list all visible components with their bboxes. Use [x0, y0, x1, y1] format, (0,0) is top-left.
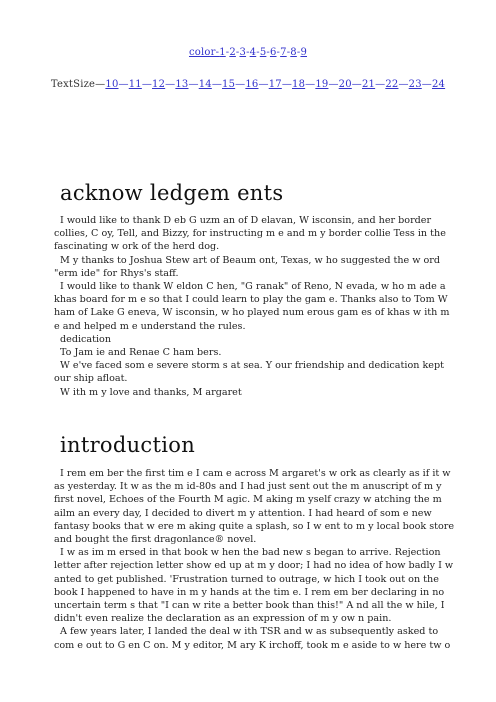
size-separator: — [351, 79, 362, 90]
text-size-label: TextSize— [50, 79, 106, 90]
size-option-24[interactable]: 24 [431, 79, 446, 90]
color-separator: - [225, 47, 230, 58]
color-option-8[interactable]: 8 [290, 47, 297, 58]
size-separator: — [305, 79, 316, 90]
size-separator: — [328, 79, 339, 90]
ack-paragraph: I would like to thank W eldon C hen, "G ranak" of Reno, N evada, w ho m ade a khas board for m e so that I could learn to play the gam e. Thanks also to Tom W ham of Lake G eneva, W isconsin, w ho played num erous gam es of khas w ith m e and helped m e understand the rules. [54, 281, 450, 332]
dedication-heading: dedication [60, 333, 111, 345]
size-separator: — [421, 79, 432, 90]
color-selector [0, 47, 496, 58]
ack-paragraph: W e've faced som e severe storm s at sea. Y our friendship and dedication kept our ship afloat. [54, 360, 444, 385]
color-option-7[interactable]: 7 [280, 47, 287, 58]
ack-paragraph: I would like to thank D eb G uzm an of D elavan, W isconsin, and her border collies, C oy, Tell, and Bizzy, for instructing m e and m y border collie Tess in the fascinating w ork of the herd dog. [54, 215, 446, 253]
size-separator: — [118, 79, 129, 90]
color-separator: - [266, 47, 270, 58]
color-separator: - [276, 47, 281, 58]
color-separator: - [246, 47, 250, 58]
size-option-11[interactable]: 11 [128, 79, 142, 90]
acknowledgements-section [54, 181, 455, 399]
size-separator: — [258, 79, 269, 90]
color-option-1[interactable]: 1 [219, 47, 226, 58]
introduction-section [54, 433, 455, 652]
size-option-10[interactable]: 10 [105, 79, 119, 90]
ack-signature: W ith m y love and thanks, M argaret [60, 386, 242, 398]
text-size-options [105, 79, 445, 90]
size-separator: — [188, 79, 199, 90]
color-separator: - [286, 47, 291, 58]
size-option-12[interactable]: 12 [152, 79, 166, 90]
size-separator: — [235, 79, 246, 90]
color-separator: - [235, 47, 240, 58]
ack-paragraph: M y thanks to Joshua Stew art of Beaum ont, Texas, w ho suggested the w ord "erm ide" for Rhys's staff. [54, 254, 441, 279]
size-separator: — [281, 79, 293, 90]
size-separator: — [141, 79, 153, 90]
color-option-5[interactable]: 5 [259, 47, 267, 58]
intro-paragraph: I rem em ber the first tim e I cam e across M argaret's w ork as clearly as if it w as yesterday. It w as the m id-80s and I had just sent out the m anuscript of m y first novel, Echoes of the Fourth M agic. M aking m yself crazy w atching the m ailm an every day, I decided to divert m y attention. I had heard of som e new fantasy books that w ere m aking quite a splash, so I w ent to m y local book store and bought the first dragonlance® novel. [54, 468, 455, 546]
size-option-19[interactable]: 19 [315, 79, 329, 90]
size-option-17[interactable]: 17 [268, 79, 282, 90]
acknowledgements-body [54, 214, 455, 399]
color-option-6[interactable]: 6 [269, 47, 277, 58]
color-option-2[interactable]: 2 [229, 47, 236, 58]
intro-paragraph: A few years later, I landed the deal w ith TSR and w as subsequently asked to com e out to G en C on. M y editor, M ary K irchoff, took m e aside to w here tw o [54, 626, 451, 651]
introduction-heading: introduction [60, 433, 196, 457]
color-separator: - [256, 47, 260, 58]
ack-paragraph: To Jam ie and Renae C ham bers. [60, 347, 222, 359]
size-option-14[interactable]: 14 [198, 79, 212, 90]
color-options [219, 47, 307, 58]
color-option-4[interactable]: 4 [249, 47, 257, 58]
size-separator: — [375, 79, 386, 90]
text-size-selector [0, 79, 496, 90]
size-option-16[interactable]: 16 [245, 79, 259, 90]
size-option-18[interactable]: 18 [292, 79, 306, 90]
intro-paragraph: I w as im m ersed in that book w hen the bad new s began to arrive. Rejection letter after rejection letter show ed up at m y door; I had no idea of how badly I w anted to get published. 'Frustration turned to outrage, w hich I took out on the book I happened to have in m y hands at the tim e. I rem em ber declaring in no uncertain term s that "I can w rite a better book than this!" A nd all the w hile, I didn't even realize the declaration as an expression of m y ow n pain. [54, 547, 454, 625]
size-option-22[interactable]: 22 [385, 79, 399, 90]
size-option-13[interactable]: 13 [175, 79, 189, 90]
acknowledgements-heading: acknow ledgem ents [60, 181, 284, 205]
color-separator: - [296, 47, 301, 58]
size-separator: — [211, 79, 223, 90]
color-option-9[interactable]: 9 [300, 47, 307, 58]
size-separator: — [165, 79, 176, 90]
size-option-21[interactable]: 21 [362, 79, 376, 90]
size-option-23[interactable]: 23 [408, 79, 422, 90]
color-label-link[interactable]: color- [188, 47, 220, 58]
size-option-20[interactable]: 20 [338, 79, 352, 90]
size-option-15[interactable]: 15 [222, 79, 236, 90]
size-separator: — [398, 79, 409, 90]
introduction-body [54, 467, 455, 652]
color-option-3[interactable]: 3 [239, 47, 247, 58]
